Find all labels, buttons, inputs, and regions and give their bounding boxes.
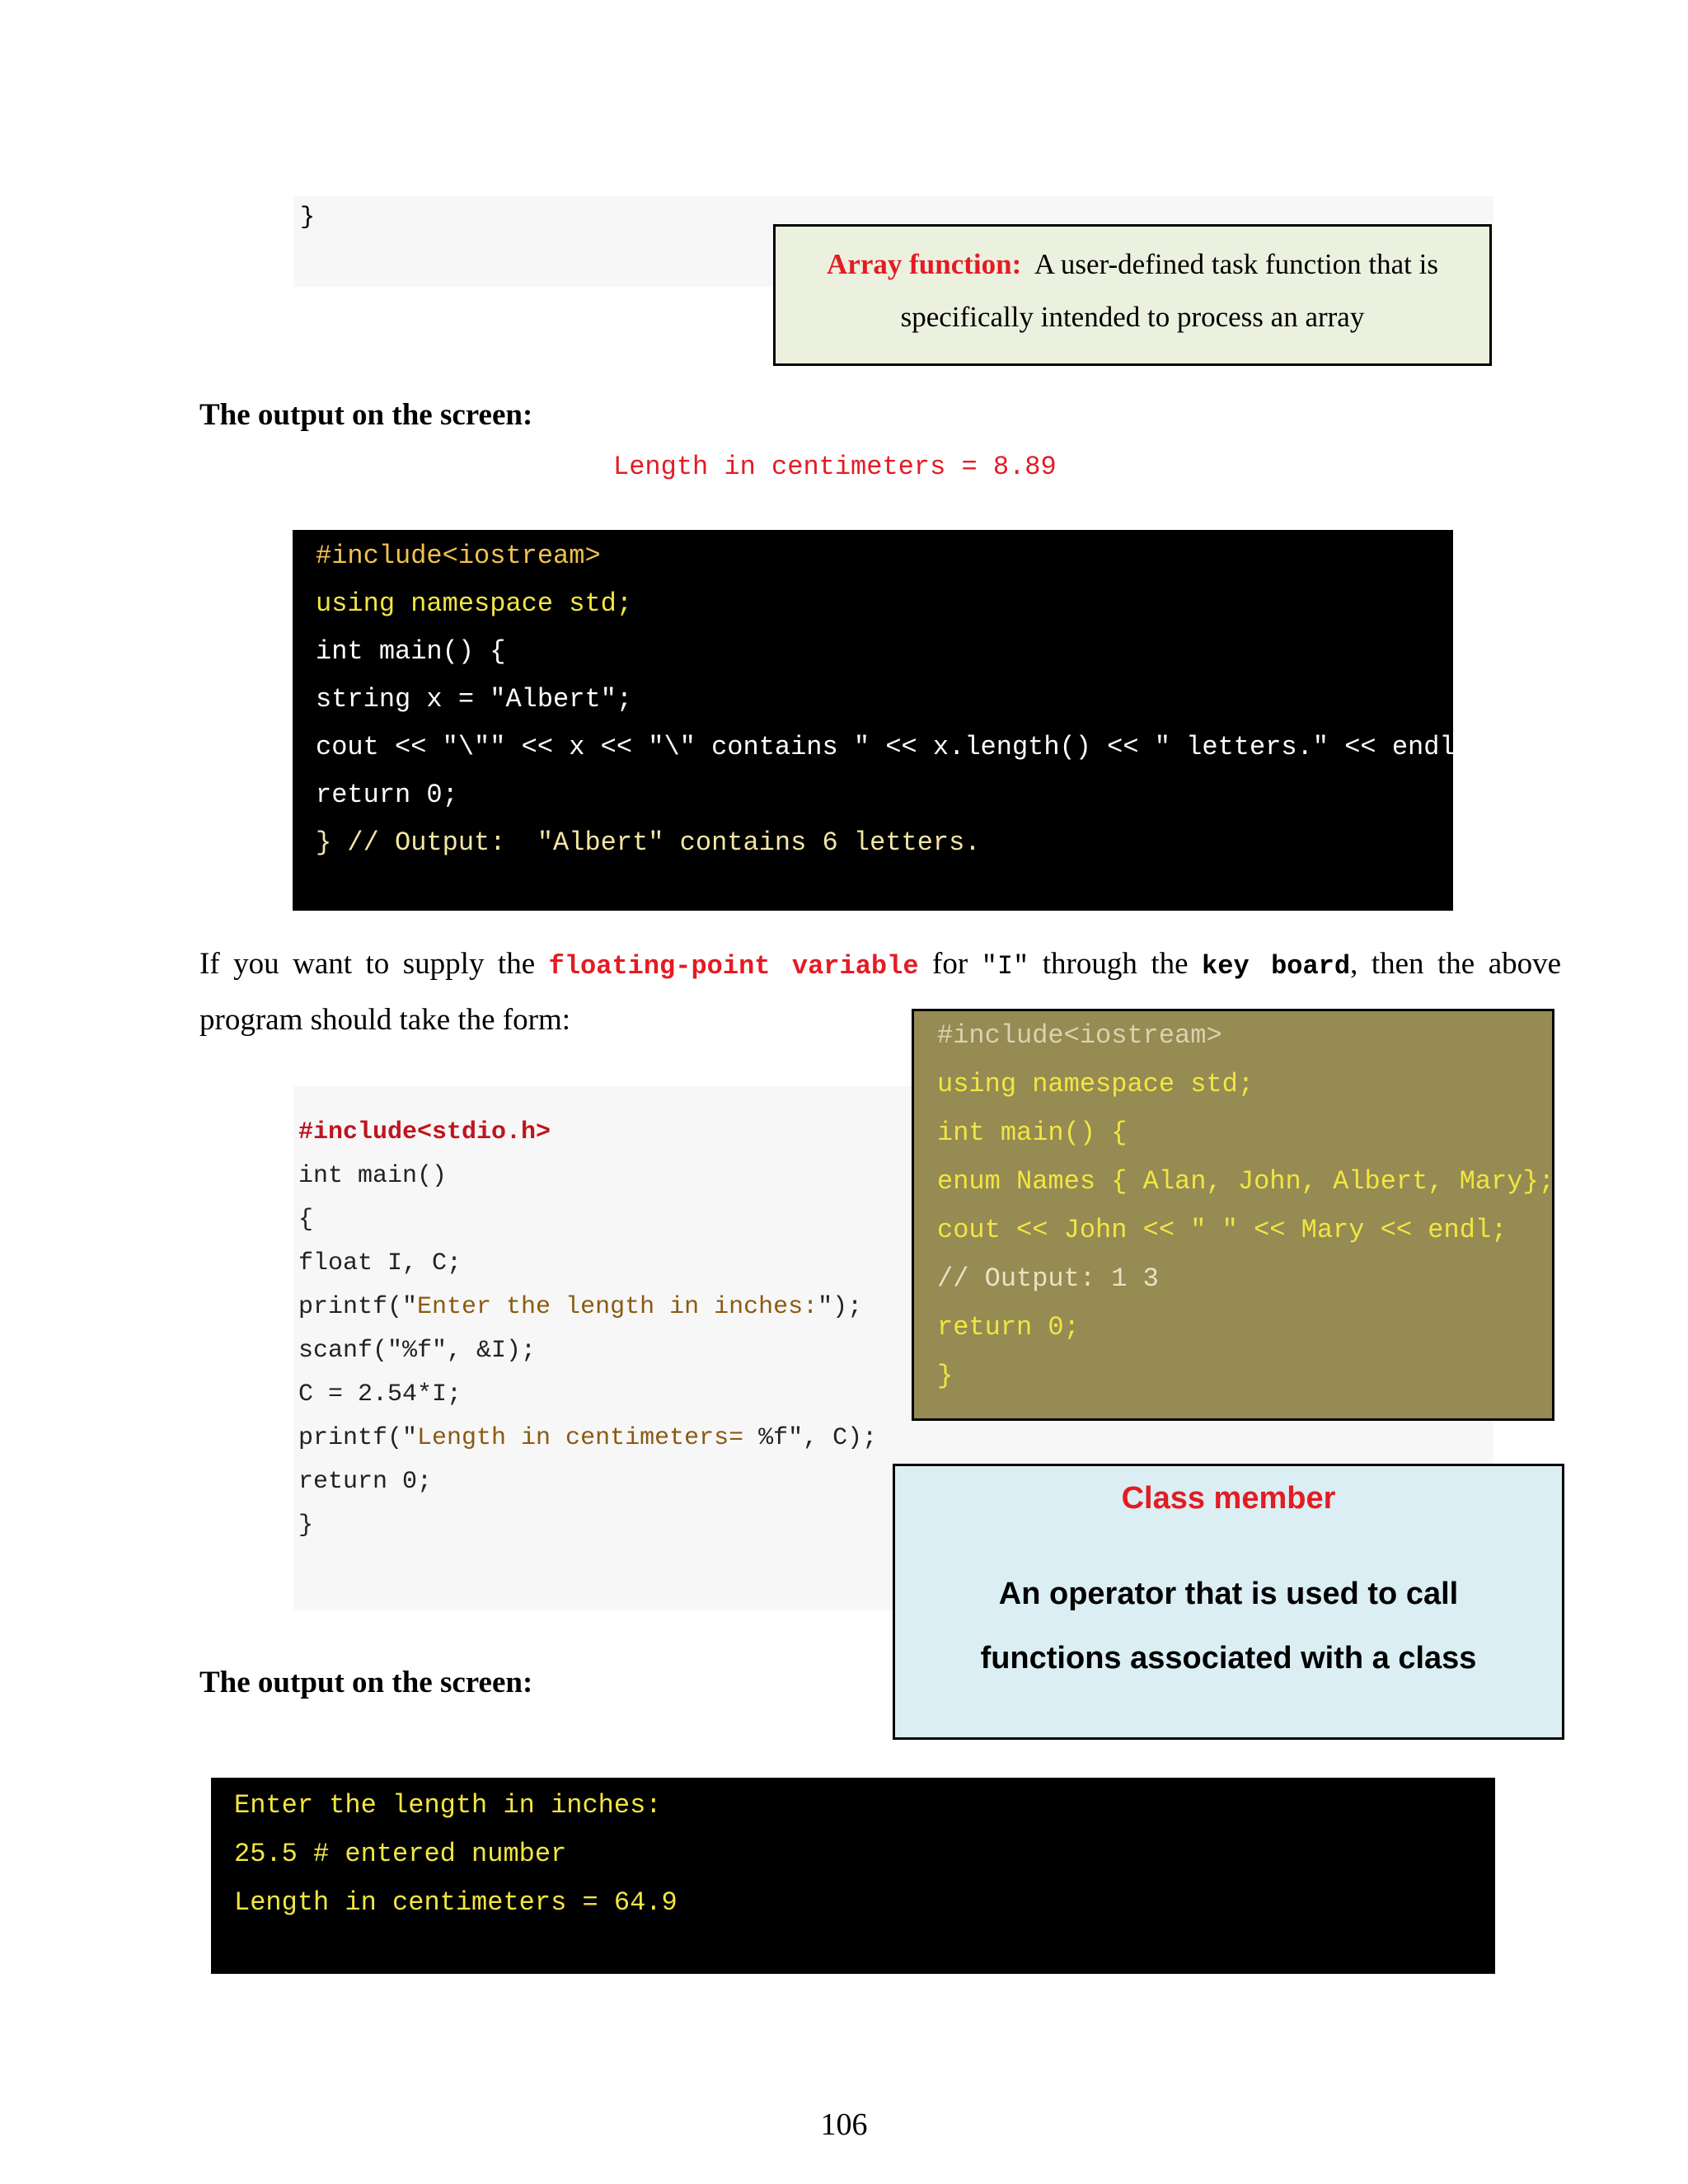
- code-line: cout << John << " " << Mary << endl;: [937, 1215, 1507, 1245]
- page-number: 106: [820, 2107, 868, 2142]
- code-line: using namespace std;: [937, 1069, 1254, 1099]
- code-line: return 0;: [298, 1468, 433, 1496]
- callout-line-1: [776, 238, 1489, 291]
- code-line: int main() {: [937, 1118, 1128, 1148]
- paragraph-text: If you want to supply the: [199, 947, 536, 981]
- code-line: [298, 1422, 877, 1455]
- code-line: C = 2.54*I;: [298, 1380, 462, 1408]
- code-line: #include<iostream>: [316, 541, 601, 571]
- class-member-description: [912, 1562, 1545, 1690]
- code-line: string x = "Albert";: [316, 684, 633, 715]
- output-console: [211, 1778, 1495, 1974]
- console-line: Enter the length in inches:: [234, 1790, 662, 1821]
- code-line: int main(): [298, 1162, 448, 1190]
- description-line: functions associated with a class: [980, 1641, 1477, 1675]
- paragraph-text: through the: [1042, 947, 1189, 981]
- output-heading-1: The output on the screen:: [199, 398, 533, 432]
- callout-term: Array function:: [827, 248, 1022, 280]
- paragraph-line-2: program should take the form:: [199, 1003, 571, 1037]
- code-line: float I, C;: [298, 1249, 462, 1277]
- array-function-callout: [773, 224, 1492, 366]
- code-line: return 0;: [937, 1312, 1080, 1343]
- code-string: Enter the length in inches:: [417, 1293, 818, 1321]
- code-block-string-length: [293, 530, 1471, 911]
- code-line: scanf("%f", &I);: [298, 1337, 537, 1365]
- paragraph-text: , then the above: [1350, 947, 1562, 981]
- code-block-enum: [912, 1009, 1554, 1421]
- class-member-title: Class member: [1121, 1481, 1336, 1516]
- description-line: An operator that is used to call: [998, 1577, 1459, 1611]
- code-line: #include<stdio.h>: [298, 1118, 551, 1146]
- code-token: ");: [818, 1293, 863, 1321]
- code-line: } // Output: "Albert" contains 6 letters.: [316, 827, 981, 858]
- code-line: cout << "\"" << x << "\" contains " << x.length() << " letters." << endl;: [316, 732, 1471, 762]
- inline-code-floating-point: floating-point variable: [548, 951, 919, 982]
- code-line: [298, 1291, 862, 1324]
- paragraph-text: for: [932, 947, 968, 981]
- code-token: printf(": [298, 1293, 418, 1321]
- code-line: int main() {: [316, 636, 506, 667]
- code-line: return 0;: [316, 780, 458, 810]
- code-line: using namespace std;: [316, 588, 633, 619]
- closing-brace: }: [300, 204, 316, 232]
- code-line: {: [298, 1206, 314, 1234]
- code-line: // Output: 1 3: [937, 1263, 1159, 1294]
- console-line: Length in centimeters = 64.9: [234, 1887, 678, 1918]
- code-line: enum Names { Alan, John, Albert, Mary};: [937, 1166, 1554, 1197]
- callout-definition-2: specifically intended to process an array: [900, 301, 1365, 333]
- class-member-callout: [893, 1464, 1564, 1740]
- paragraph-line-1: [199, 946, 1561, 982]
- callout-definition-1: A user-defined task function that is: [1034, 248, 1438, 280]
- output-line-1: Length in centimeters = 8.89: [613, 452, 1057, 482]
- code-token: %f", C);: [758, 1424, 878, 1452]
- inline-code-I: "I": [981, 951, 1029, 982]
- code-line: #include<iostream>: [937, 1020, 1222, 1051]
- code-token: printf(": [298, 1424, 418, 1452]
- code-string: Length in centimeters=: [417, 1424, 759, 1452]
- output-heading-2: The output on the screen:: [199, 1666, 533, 1699]
- inline-code-keyboard: key board: [1202, 951, 1351, 982]
- console-line: 25.5 # entered number: [234, 1839, 567, 1869]
- code-line: }: [298, 1511, 314, 1540]
- code-line: }: [937, 1361, 954, 1391]
